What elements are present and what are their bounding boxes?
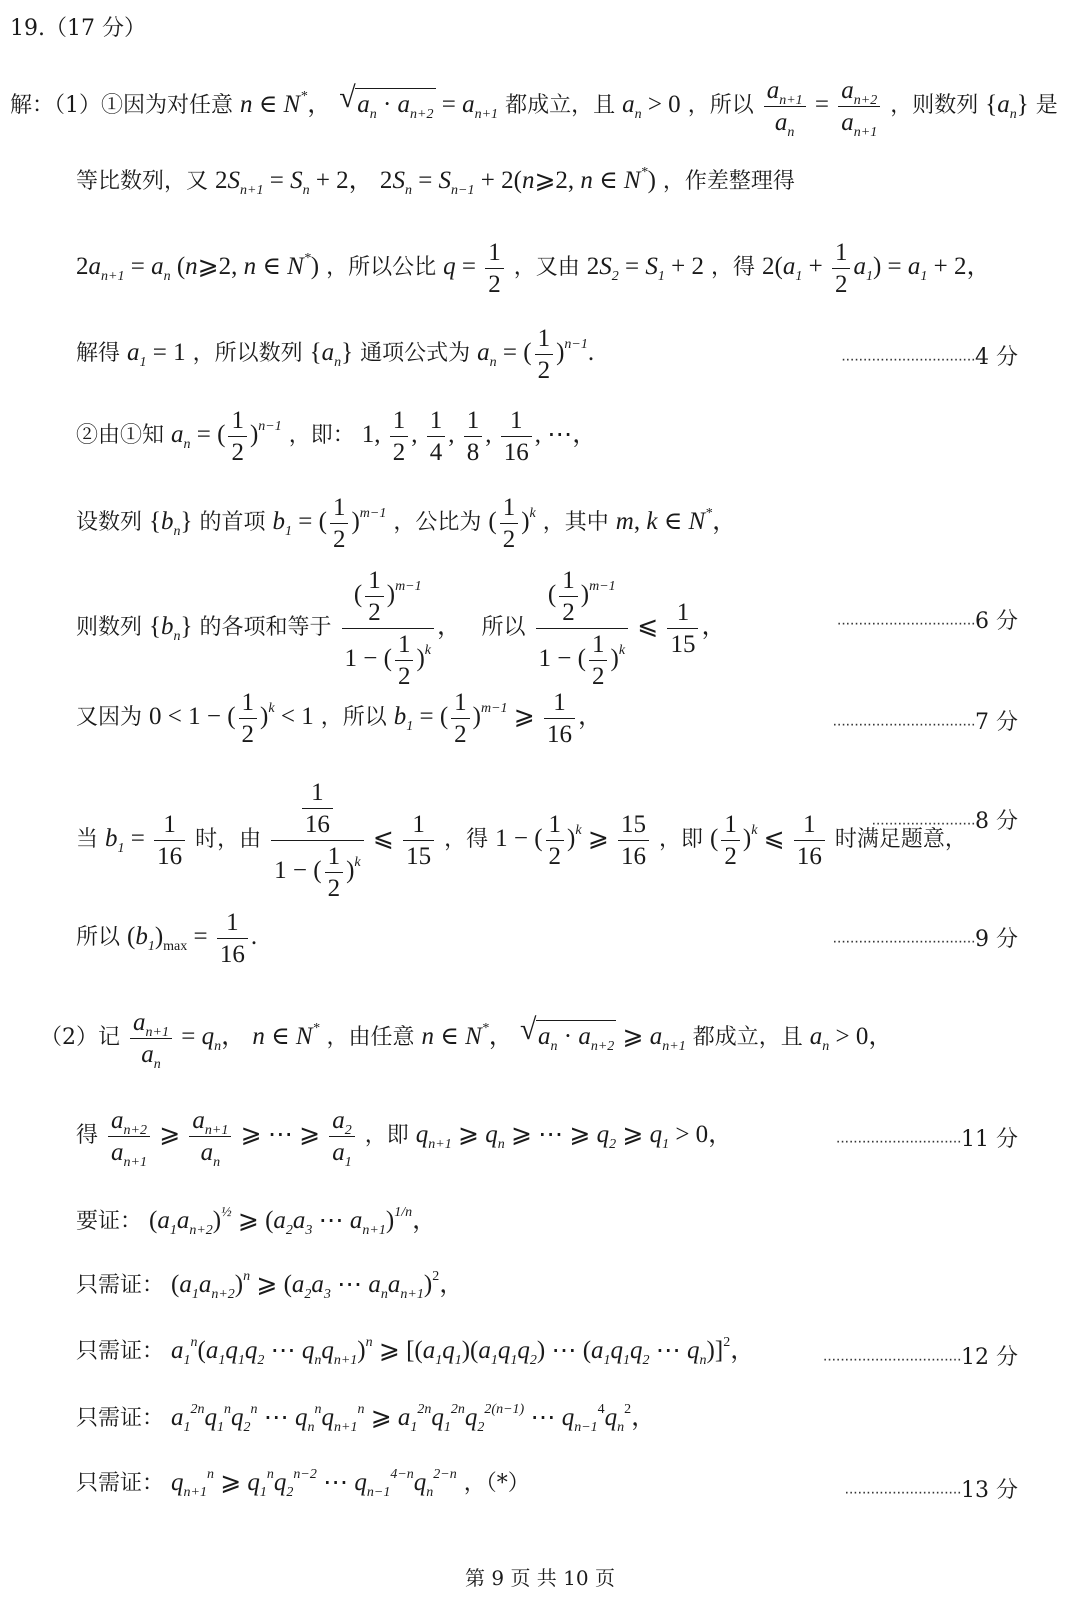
score-13: ···························13 分 xyxy=(844,1478,1018,1503)
part2-line-4: 只需证： $(a_1a_{n+2})^n$ ⩾ ($a_2a_3$ ⋯ $a_na_{n+1})^2$， xyxy=(76,1269,465,1302)
solution-line-10: 所以 $(b_1)_{max}$ = $\frac{1}{16}$ . xyxy=(76,909,258,968)
problem-header: 19.（17 分） xyxy=(10,16,146,41)
solution-line-4: 解得 $a_1 = 1$ ，所以数列 $\{a_n\}$ 通项公式为 $a_n$ = ( $\frac{1}{2}$ )$^{n-1}$. xyxy=(76,325,595,384)
solution-line-6: 设数列 $\{b_n\}$ 的首项 $b_1$ = ( $\frac{1}{2}$ )$^{m-1}$ ，公比为 ( $\frac{1}{2}$ )$^k$ ，其中 m, k ∈ N*， xyxy=(76,494,738,553)
solution-line-1: 解：（1）①因为对任意 n ∈ N*， √ $a_n \cdot a_{n+2} = a_{n+1}$ 都成立，且 $a_n > 0$ ，所以 $\frac{a_{n+1}}{a_n}$ = $\frac{a_{n+2}}{a_{n+1}}$ ，则数列 $\{a_n\}$ 是 xyxy=(10,78,1058,135)
score-9: ·································9 分 xyxy=(832,927,1018,952)
score-11: ·····························11 分 xyxy=(835,1127,1018,1152)
score-4: ·······························4 分 xyxy=(840,345,1018,370)
score-6: ································6 分 xyxy=(836,609,1018,634)
solution-line-9: 当 $b_1$ = $\frac{1}{16}$ 时，由 $\frac{1}{16}$ 1 − ( $\frac{1}{2}$ )$^k$ ⩽ $\frac{1}{15}$ ，得 1 − ( $\frac{1}{2}$ )$^k$ ⩾ $\frac{15}{16}$ ，即 ( $\frac{1}{2}$ )$^k$ ⩽ $\frac{1}{16}$ 时满足题意， xyxy=(76,779,967,902)
solution-line-7: 则数列 $\{b_n\}$ 的各项和等于 ( $\frac{1}{2}$ )$^{m-1}$ 1 − ( $\frac{1}{2}$ )$^k$ ， 所以 ( $\frac{1}{2}$ )$^{m-1}$ 1 − ( $\frac{1}{2}$ )$^k$ ⩽ $\frac{1}{15}$ ， xyxy=(76,567,727,690)
part2-line-6: 只需证： $a_1^{2n}q_1^nq_2^n$ ⋯ $q_n^nq_{n+1}^n$ ⩾ $a_1^{2n}q_1^{2n}q_2^{2(n-1)}$ ⋯ $q_{n-1}^4q_n^2$， xyxy=(76,1402,657,1435)
page-footer: 第 9 页 共 10 页 xyxy=(465,1566,615,1590)
part2-line-1: （2）记 $\frac{a_{n+1}}{a_n}$ = $q_n$， n ∈ N* ，由任意 n ∈ N*， √ $a_n \cdot a_{n+2}$ ⩾ $a_{n+1}$ 都成立，且 $a_n > 0$， xyxy=(40,1010,893,1067)
part2-line-5: 只需证： $a_1^n(a_1q_1q_2$ ⋯ $q_nq_{n+1})^n$ ⩾ [$(a_1q_1)(a_1q_1q_2)$ ⋯ ($a_1q_1q_2$ ⋯ $q_n)]^2$， xyxy=(76,1335,756,1368)
solution-line-5: ②由①知 $a_n$ = ( $\frac{1}{2}$ )$^{n-1}$ ，即： 1, $\frac{1}{2}$ , $\frac{1}{4}$ , $\frac{1}{8}$ , $\frac{1}{16}$ , ⋯， xyxy=(76,407,598,466)
solution-line-2: 等比数列，又 $2S_{n+1} = S_n + 2$， $2S_n = S_{n-1}$ + 2(n⩾2, n ∈ N*) ，作差整理得 xyxy=(76,165,795,198)
part2-line-7: 只需证： $q_{n+1}^n$ ⩾ $q_1^nq_2^{n-2}$ ⋯ $q_{n-1}^{4-n}q_n^{2-n}$ ，（*） xyxy=(76,1467,530,1500)
part2-line-2: 得 $\frac{a_{n+2}}{a_{n+1}}$ ⩾ $\frac{a_{n+1}}{a_n}$ ⩾ ⋯ ⩾ $\frac{a_2}{a_1}$ ，即 $q_{n+1}$ ⩾ $q_n$ ⩾ ⋯ ⩾ $q_2$ ⩾ $q_1 > 0$， xyxy=(76,1107,734,1170)
score-12: ································12 分 xyxy=(822,1345,1018,1370)
part2-line-3: 要证： $(a_1a_{n+2})^{\frac{1}{2}}$ ⩾ ($a_2a_3$ ⋯ $a_{n+1})^{1/n}$， xyxy=(76,1205,438,1238)
solution-line-8: 又因为 0 < 1 − ( $\frac{1}{2}$ )$^k$ < 1 ，所以 $b_1$ = ( $\frac{1}{2}$ )$^{m-1}$ ⩾ $\frac{1}{16}$ ， xyxy=(76,689,604,748)
score-7: ·································7 分 xyxy=(832,710,1018,735)
solution-line-3: $2a_{n+1} = a_n$ (n⩾2, n ∈ N*) ，所以公比 q = $\frac{1}{2}$ ，又由 $2S_2 = S_1 + 2$ ，得 $2(a_1$ + $\frac{1}{2}$ $a_1) = a_1 + 2$， xyxy=(76,239,992,298)
score-8: ························8 分 xyxy=(871,809,1018,834)
